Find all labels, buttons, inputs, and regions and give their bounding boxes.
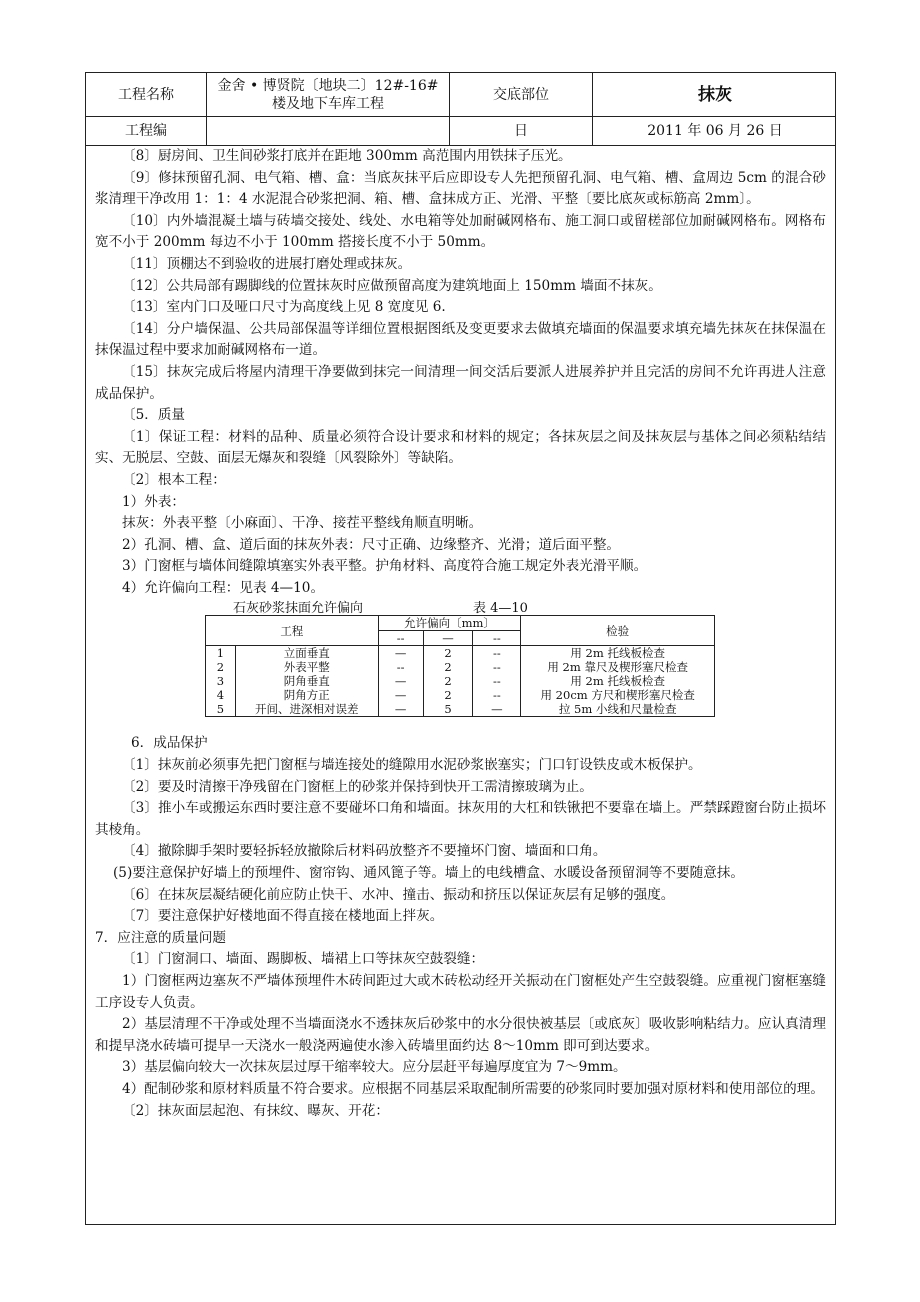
table-caption-title: 石灰砂浆抹面允许偏向 (233, 601, 364, 617)
row-check: 用 2m 托线板检查 (521, 646, 715, 661)
paragraph: 〔3〕推小车或搬运东西时要注意不要碰坏口角和墙面。抹灰用的大杠和铁锹把不要靠在墙上。严禁踩蹬窗台防止损坏其棱角。 (95, 800, 826, 838)
row-b: 2 (423, 646, 473, 661)
row-b: 2 (423, 688, 473, 702)
row-a: — (378, 702, 423, 717)
row-b: 5 (423, 702, 473, 717)
paragraph: 抹灰：外表平整〔小麻面〕、干净、接茬平整线角顺直明晰。 (122, 515, 483, 532)
paragraph: 〔1〕保证工程：材料的品种、质量必须符合设计要求和材料的规定；各抹灰层之间及抹灰层与基体之间必须粘结结实、无脱层、空鼓、面层无爆灰和裂缝〔风裂除外〕等缺陷。 (95, 428, 826, 467)
paragraph: 〔2〕抹灰面层起泡、有抹纹、曝灰、开花： (122, 1102, 389, 1119)
table-row (206, 702, 715, 717)
paragraph: 〔11〕顶棚达不到验收的进展打磨处理或抹灰。 (122, 255, 412, 272)
section-heading: 7．应注意的质量问题 (95, 929, 226, 946)
project-name-value (206, 73, 449, 116)
paragraph: 〔15〕抹灰完成后将屋内清理干净要做到抹完一间清理一间交活后要派人进展养护并且完活的房间不允许再进人注意成品保护。 (95, 363, 826, 402)
paragraph: 〔4〕撤除脚手架时要轻拆轻放撤除后材料码放整齐不要撞坏门窗、墙面和口角。 (122, 843, 607, 860)
row-c: -- (473, 660, 521, 674)
section-heading: 〔5．质量 (122, 407, 186, 424)
paragraph: (5)要注意保护好墙上的预埋件、窗帘钩、通风篦子等。墙上的电线槽盒、水暖设备预留洞等不要随意抹。 (113, 865, 744, 882)
row-item: 开间、进深相对误差 (235, 702, 378, 717)
paragraph: 〔2〕要及时清擦干净残留在门窗框上的砂浆并保持到快开工需清擦玻璃为止。 (122, 778, 593, 795)
paragraph: 3）门窗框与墙体间缝隙填塞实外表平整。护角材料、高度符合施工规定外表光滑平顺。 (122, 558, 648, 575)
row-check: 用 20cm 方尺和楔形塞尺检查 (521, 688, 715, 702)
project-no-label: 工程编 (125, 123, 167, 139)
paragraph: 〔6〕在抹灰层凝结硬化前应防止快干、水冲、撞击、振动和挤压以保证灰层有足够的强度。 (122, 886, 675, 903)
paragraph: 〔13〕室内门口及哑口尺寸为高度线上见 8 宽度见 6. (122, 299, 446, 316)
col-item-header: 工程 (206, 616, 379, 646)
header-row-1 (86, 73, 835, 117)
row-b: 2 (423, 674, 473, 688)
row-item: 阴角方正 (235, 688, 378, 702)
date-value: 2011 年 06 月 26 日 (592, 117, 837, 145)
row-check: 用 2m 托线板检查 (521, 674, 715, 688)
sub-header: — (423, 631, 473, 646)
section-heading: 6．成品保护 (131, 735, 208, 752)
section-value: 抹灰 (592, 73, 837, 116)
row-b: 2 (423, 660, 473, 674)
paragraph: 4）允许偏向工程：见表 4—10。 (122, 579, 325, 596)
row-check: 拉 5m 小线和尺量检查 (521, 702, 715, 717)
document-body (86, 146, 835, 1122)
paragraph: 〔1〕门窗洞口、墙面、踢脚板、墙裙上口等抹灰空鼓裂缝： (122, 951, 485, 968)
table-caption (95, 599, 826, 615)
project-no-value (206, 117, 449, 145)
paragraph: 2）基层清理不干净或处理不当墙面浇水不透抹灰后砂浆中的水分很快被基层〔或底灰〕吸收影响粘结力。应认真清理和提早浇水砖墙可提早一天浇水一般浇两遍使水渗入砖墙里面约达 8～10mm 即可到达要求。 (95, 1016, 826, 1054)
paragraph: 〔12〕公共局部有踢脚线的位置抹灰时应做预留高度为建筑地面上 150mm 墙面不抹灰。 (122, 277, 662, 294)
row-item: 阴角垂直 (235, 674, 378, 688)
row-c: -- (473, 674, 521, 688)
table-row (206, 646, 715, 661)
row-check: 用 2m 靠尺及楔形塞尺检查 (521, 660, 715, 674)
paragraph: 2）孔洞、槽、盒、道后面的抹灰外表：尺寸正确、边缘整齐、光滑；道后面平整。 (122, 536, 621, 553)
paragraph: 〔9〕修抹预留孔洞、电气箱、槽、盒：当底灰抹平后应即设专人先把预留孔洞、电气箱、槽、盒周边 5cm 的混合砂浆清理干净改用 1：1：4 水泥混合砂浆把洞、箱、槽、盒抹成方正、光滑、平整〔要比底灰或标筋高 2mm〕。 (95, 169, 826, 208)
col-dev-header: 允许偏向〔mm〕 (378, 616, 521, 631)
project-name-line-1: 金舍 • 博贤院〔地块二〕12#-16# (217, 77, 439, 94)
table-row (206, 674, 715, 688)
row-item: 外表平整 (235, 660, 378, 674)
paragraph: 〔1〕抹灰前必须事先把门窗框与墙连接处的缝隙用水泥砂浆嵌塞实；门口钉设铁皮或木板保护。 (122, 757, 702, 774)
paragraph: 〔7〕要注意保护好楼地面不得直接在楼地面上拌灰。 (122, 908, 444, 925)
section-label: 交底部位 (449, 73, 592, 116)
row-item: 立面垂直 (235, 646, 378, 661)
row-no: 2 (206, 660, 236, 674)
paragraph: 〔2〕根本工程： (122, 471, 226, 488)
row-c: — (473, 702, 521, 717)
table-caption-number: 表 4—10 (473, 601, 528, 617)
sub-header: -- (473, 631, 521, 646)
row-no: 1 (206, 646, 236, 661)
table-row (206, 688, 715, 702)
project-name-label: 工程名称 (118, 86, 174, 103)
table-header-row (206, 616, 715, 631)
paragraph: 1）门窗框两边塞灰不严墙体预埋件木砖间距过大或木砖松动经开关振动在门窗框处产生空鼓裂缝。应重视门窗框塞缝工序设专人负责。 (95, 973, 826, 1011)
paragraph: 1）外表： (122, 493, 186, 510)
paragraph: 4）配制砂浆和原材料质量不符合要求。应根据不同基层采取配制所需要的砂浆同时要加强对原材料和使用部位的理。 (122, 1080, 824, 1097)
paragraph: 3）基层偏向较大一次抹灰层过厚干缩率较大。应分层赶平每遍厚度宜为 7～9mm。 (122, 1059, 627, 1076)
table-row (206, 660, 715, 674)
header-row-2 (86, 117, 835, 146)
col-check-header: 检验 (521, 616, 715, 646)
sub-header: -- (378, 631, 423, 646)
row-a: — (378, 646, 423, 661)
date-label: 日 (449, 117, 592, 145)
row-a: -- (378, 660, 423, 674)
paragraph: 〔8〕厨房间、卫生间砂浆打底并在距地 300mm 高范围内用铁抹子压光。 (122, 148, 572, 164)
project-name-line-2: 楼及地下车库工程 (272, 95, 384, 112)
row-a: — (378, 674, 423, 688)
row-c: -- (473, 646, 521, 661)
paragraph: 〔10〕内外墙混凝土墙与砖墙交接处、线处、水电箱等处加耐碱网格布、施工洞口或留槎部位加耐碱网格布。网格布宽不小于 200mm 每边不小于 100mm 搭接长度不小于 50mm。 (95, 212, 826, 251)
document-frame (85, 72, 836, 1225)
row-c: -- (473, 688, 521, 702)
row-a: — (378, 688, 423, 702)
row-no: 5 (206, 702, 236, 717)
row-no: 4 (206, 688, 236, 702)
row-no: 3 (206, 674, 236, 688)
deviation-table (205, 615, 715, 717)
paragraph: 〔14〕分户墙保温、公共局部保温等详细位置根据图纸及变更要求去做填充墙面的保温要求填充墙先抹灰在抹保温在抹保温过程中要求加耐碱网格布一道。 (95, 320, 826, 359)
